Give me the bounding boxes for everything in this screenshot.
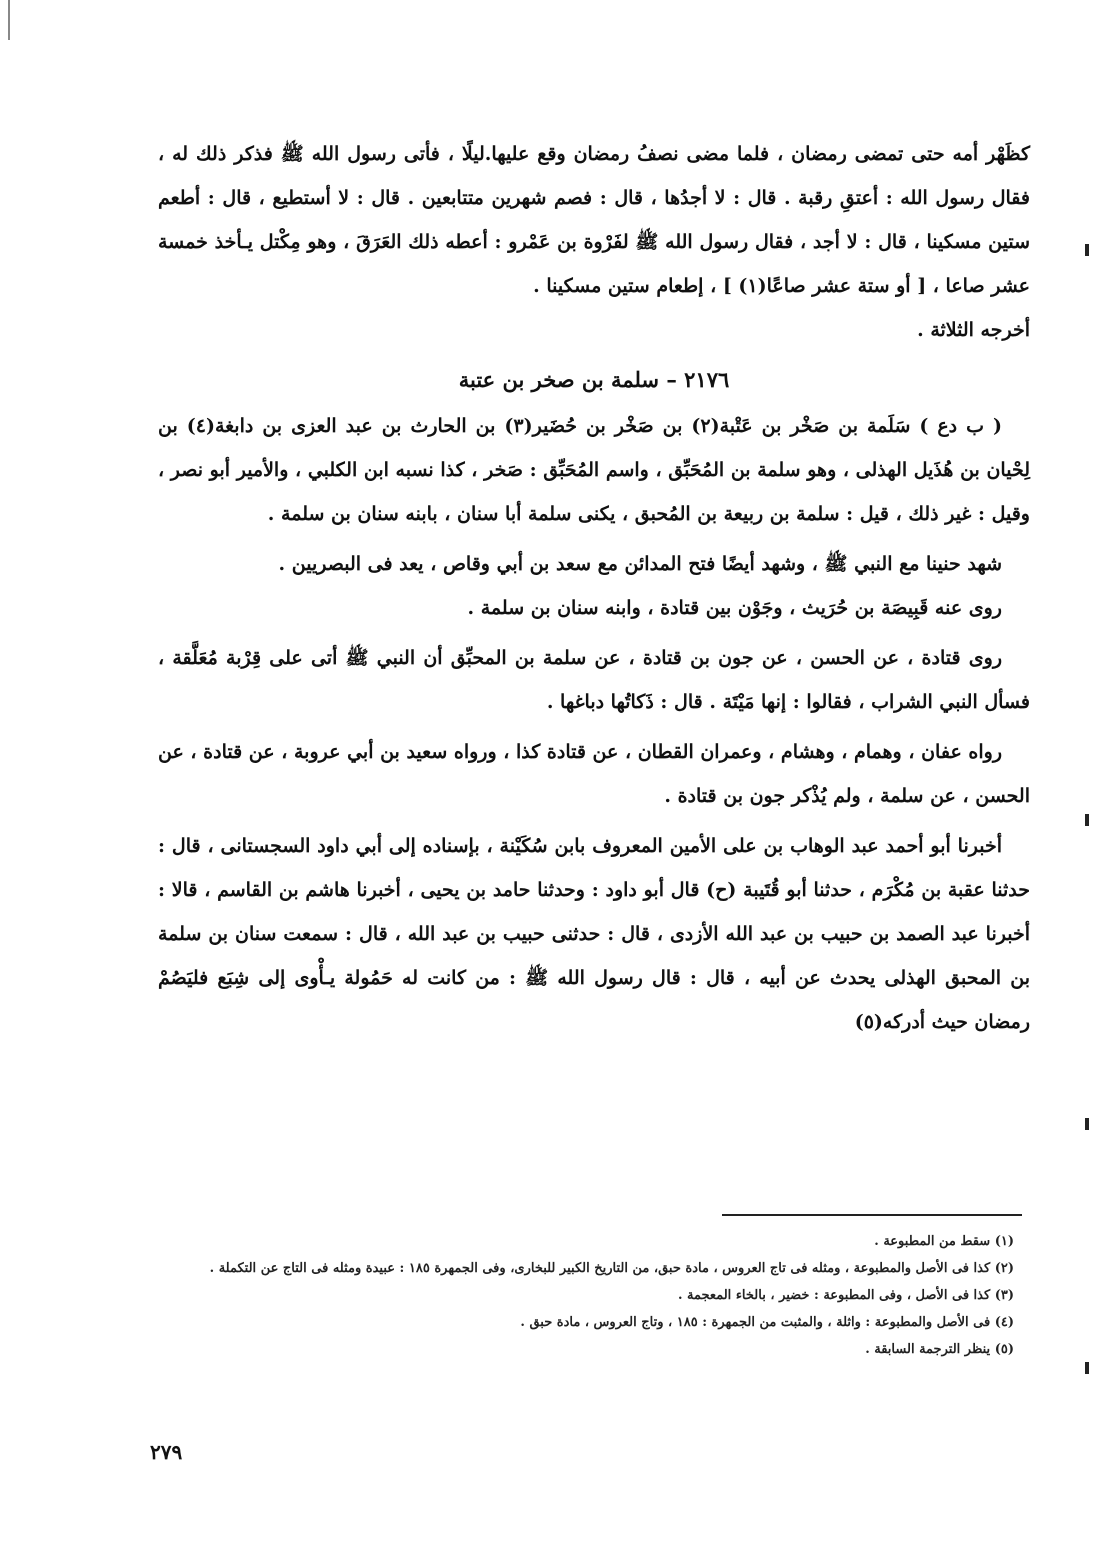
entry-heading: ٢١٧٦ – سلمة بن صخر بن عتبة	[458, 367, 730, 392]
footnotes	[158, 1228, 1014, 1363]
margin-mark	[1085, 1118, 1089, 1130]
footnote-5: (٥) ينظر الترجمة السابقة .	[865, 1342, 1014, 1357]
paragraph-continuation: كظَهْر أمه حتى تمضى رمضان ، فلما مضى نصفُ رمضان وقع عليها.ليلًا ، فأتى رسول الله ﷺ فذكر ذلك له ، فقال رسول الله : أعتقِ رقبة . قال : لا أجدُها ، قال : فصم شهرين متتابعين . قال : لا أستطيع ، قال : أطعم ستين مسكينا ، قال : لا أجد ، فقال رسول الله ﷺ لفَرْوة بن عَمْرو : أعطه ذلك العَرَقَ ، وهو مِكْتل يـأخذ خمسة عشر صاعا ، [ أو ستة عشر صاعًا(١) ] ، إطعام ستين مسكينا .	[158, 143, 1030, 297]
paragraph-transmission: رواه عفان ، وهمام ، وهشام ، وعمران القطان ، عن قتادة كذا ، ورواه سعيد بن أبي عروبة ، عن قتادة ، عن الحسن ، عن سلمة ، ولم يُذْكر جون بن قتادة .	[158, 741, 1030, 807]
page-number: ٢٧٩	[150, 1440, 183, 1464]
footnote-1: (١) سقط من المطبوعة .	[874, 1234, 1014, 1249]
margin-mark	[1085, 814, 1089, 826]
margin-mark	[1085, 244, 1089, 256]
footnote-4: (٤) فى الأصل والمطبوعة : واثلة ، والمثبت من الجمهرة : ١٨٥ ، وتاج العروس ، مادة حبق .	[520, 1315, 1014, 1330]
paragraph-battles: شهد حنينا مع النبي ﷺ ، وشهد أيضًا فتح المدائن مع سعد بن أبي وقاص ، يعد فى البصريين .	[278, 553, 1002, 575]
footnote-divider	[722, 1214, 1022, 1216]
paragraph-hadith: روى قتادة ، عن الحسن ، عن جون بن قتادة ، عن سلمة بن المحبِّق أن النبي ﷺ أتى على قِرْبة مُعَلَّقة ، فسأل النبي الشراب ، فقالوا : إنها مَيْتَة . قال : ذَكاتُها دباغها .	[158, 647, 1030, 713]
main-text	[158, 132, 1030, 1044]
paragraph-lineage: ( ب دع ) سَلَمة بن صَخْر بن عَتْبة(٢) بن صَخْر بن حُضَير(٣) بن الحارث بن عبد العزى بن دابغة(٤) بن لِحْيان بن هُذَيل الهذلى ، وهو سلمة بن المُحَبِّق ، واسم المُحَبِّق : صَخر ، كذا نسبه ابن الكلبي ، والأمير أبو نصر ، وقيل : غير ذلك ، قيل : سلمة بن ربيعة بن المُحبق ، يكنى سلمة أبا سنان ، بابنه سنان بن سلمة .	[158, 415, 1030, 525]
paragraph-narrators: روى عنه قَبِيصَة بن حُرَيث ، وجَوْن بين قتادة ، وابنه سنان بن سلمة .	[467, 597, 1002, 619]
footnote-3: (٣) كذا فى الأصل ، وفى المطبوعة : خضير ، بالخاء المعجمة .	[678, 1288, 1014, 1303]
paragraph-attribution: أخرجه الثلاثة .	[917, 319, 1030, 341]
paragraph-isnad: أخبرنا أبو أحمد عبد الوهاب بن على الأمين المعروف بابن سُكَيْنة ، بإسناده إلى أبي داود السجستانى ، قال : حدثنا عقبة بن مُكْرَم ، حدثنا أبو قُتَيبة (ح) قال أبو داود : وحدثنا حامد بن يحيى ، أخبرنا هاشم بن القاسم ، قالا : أخبرنا عبد الصمد بن حبيب بن عبد الله الأزدى ، قال : حدثنى حبيب بن عبد الله ، قال : سمعت سنان بن سلمة بن المحبق الهذلى يحدث عن أبيه ، قال : قال رسول الله ﷺ : من كانت له حَمُولة يـأْوى إلى شِبَع فليَصُمْ رمضان حيث أدركه(٥)	[158, 835, 1030, 1033]
margin-mark	[1085, 1362, 1089, 1374]
scan-edge-line	[8, 0, 10, 40]
footnote-2: (٢) كذا فى الأصل والمطبوعة ، ومثله فى تاج العروس ، مادة حبق، من التاريخ الكبير للبخارى، وفى الجمهرة ١٨٥ : عبيدة ومثله فى التاج عن التكملة .	[209, 1261, 1014, 1276]
